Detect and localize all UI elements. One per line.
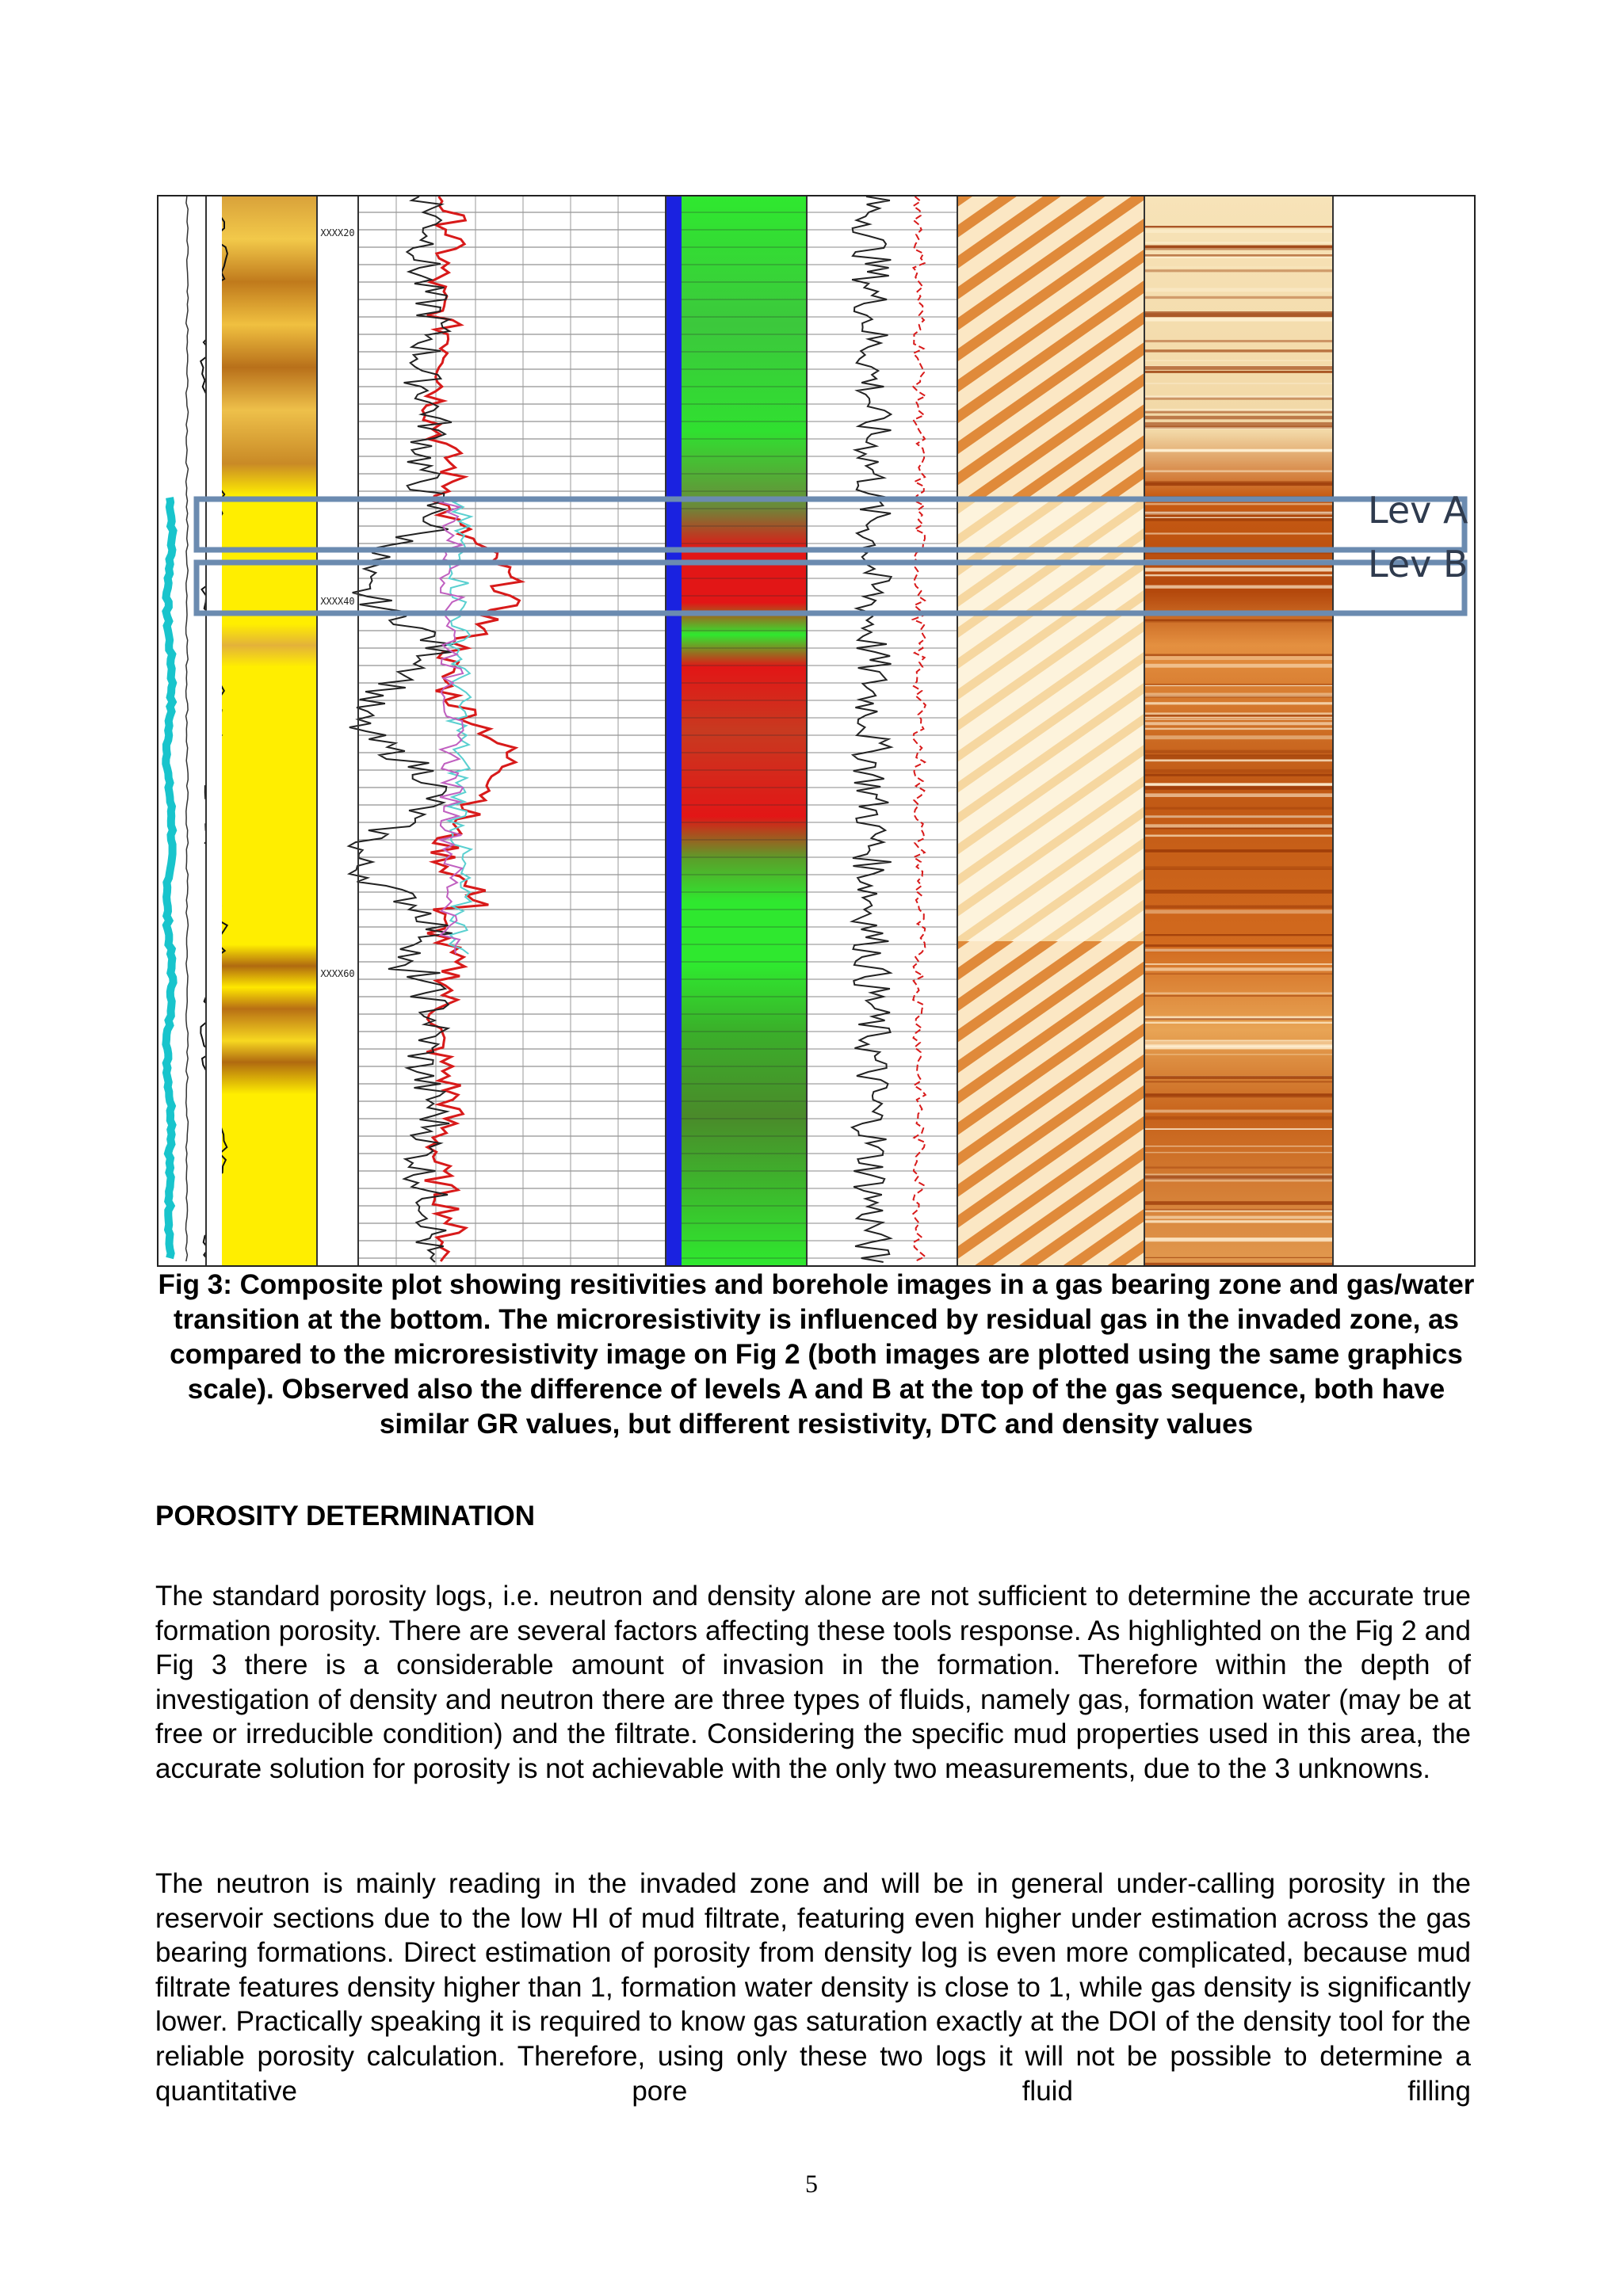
image-streak bbox=[1144, 503, 1333, 505]
image-streak bbox=[1144, 1040, 1333, 1042]
image-streak bbox=[1144, 288, 1333, 292]
image-streak bbox=[1144, 482, 1333, 484]
composite-log-plot bbox=[158, 196, 1474, 1265]
image-streak bbox=[1144, 422, 1333, 425]
image-streak bbox=[1144, 756, 1333, 760]
image-streak bbox=[1144, 360, 1333, 361]
image-streak bbox=[1144, 827, 1333, 829]
hatch-image-bottom bbox=[957, 941, 1144, 1265]
image-streak bbox=[1144, 715, 1333, 717]
image-streak bbox=[1144, 783, 1333, 786]
image-streak bbox=[1144, 754, 1333, 755]
image-streak bbox=[1144, 944, 1333, 947]
image-streak bbox=[1144, 1216, 1333, 1219]
image-streak bbox=[1144, 1238, 1333, 1239]
image-streak bbox=[1144, 824, 1333, 827]
image-streak bbox=[1144, 585, 1333, 589]
image-streak bbox=[1144, 349, 1333, 352]
image-streak bbox=[1144, 1054, 1333, 1055]
image-streak bbox=[1144, 656, 1333, 660]
resistivity-image-track bbox=[1144, 196, 1333, 1265]
image-streak bbox=[1144, 1220, 1333, 1222]
image-streak bbox=[1144, 1239, 1333, 1241]
image-streak bbox=[1144, 1116, 1333, 1119]
image-streak bbox=[1144, 760, 1333, 762]
color-track bbox=[682, 196, 807, 1265]
right-margin bbox=[1333, 196, 1474, 1265]
image-streak bbox=[1144, 1081, 1333, 1082]
image-streak bbox=[1144, 269, 1333, 272]
image-streak bbox=[1144, 816, 1333, 817]
image-streak bbox=[1144, 1022, 1333, 1024]
image-streak bbox=[1144, 1042, 1333, 1046]
image-streak bbox=[1144, 517, 1333, 518]
image-streak bbox=[1144, 1166, 1333, 1169]
depth-label: XXXX40 bbox=[320, 596, 355, 607]
image-streak bbox=[1144, 513, 1333, 515]
gr-track bbox=[206, 196, 317, 1265]
image-streak bbox=[1144, 296, 1333, 299]
level-label: Lev B bbox=[1368, 543, 1468, 585]
image-streak bbox=[1144, 794, 1333, 797]
image-streak bbox=[1144, 311, 1333, 314]
resistivity-track bbox=[358, 196, 666, 1265]
sonic-density-track bbox=[807, 196, 957, 1265]
image-streak bbox=[1144, 890, 1333, 894]
image-streak bbox=[1144, 712, 1333, 715]
image-streak bbox=[1144, 395, 1333, 398]
image-streak bbox=[1144, 774, 1333, 776]
image-streak bbox=[1144, 242, 1333, 243]
image-streak bbox=[1144, 1128, 1333, 1130]
image-streak bbox=[1144, 967, 1333, 971]
image-streak bbox=[1144, 1018, 1333, 1020]
depth-label: XXXX20 bbox=[320, 227, 355, 238]
image-streak bbox=[1144, 654, 1333, 656]
image-streak bbox=[1144, 735, 1333, 739]
image-streak bbox=[1144, 470, 1333, 472]
image-streak bbox=[1144, 574, 1333, 576]
image-streak bbox=[1144, 769, 1333, 773]
image-streak bbox=[1144, 906, 1333, 909]
image-streak bbox=[1144, 1211, 1333, 1212]
gr-left-margin bbox=[206, 196, 222, 1265]
image-streak bbox=[1144, 786, 1333, 790]
image-streak bbox=[1144, 314, 1333, 318]
image-streak bbox=[1144, 517, 1333, 521]
image-streak bbox=[1144, 1046, 1333, 1050]
image-streak bbox=[1144, 568, 1333, 572]
image-streak bbox=[1144, 620, 1333, 621]
image-streak bbox=[1144, 849, 1333, 852]
image-streak bbox=[1144, 702, 1333, 704]
image-streak bbox=[1144, 532, 1333, 534]
image-streak bbox=[1144, 340, 1333, 342]
image-streak bbox=[1144, 1076, 1333, 1079]
blue-track bbox=[666, 196, 682, 1265]
image-streak bbox=[1144, 1201, 1333, 1205]
image-streak bbox=[1144, 995, 1333, 996]
image-streak bbox=[1144, 230, 1333, 233]
image-streak bbox=[1144, 993, 1333, 995]
image-streak bbox=[1144, 226, 1333, 227]
composite-log-figure bbox=[157, 195, 1476, 1267]
image-streak bbox=[1144, 722, 1333, 725]
body-paragraph-2: The neutron is mainly reading in the invaded zone and will be in general under-calling porosity in the reservoir sections due to the low HI of mud filtrate, featuring even higher under estimation across the gas bearing formations. Direct estimation of porosity from density log is even more complicated, because mud filtrate features density higher than 1, formation water density is close to 1, while gas density is significantly lower. Practically speaking it is required to know gas saturation exactly at the DOI of the density tool for the reliable porosity calculation. Therefore, using only these two logs it will not be possible to determine a quantitative pore fluid filling bbox=[155, 1868, 1471, 2107]
image-streak bbox=[1144, 383, 1333, 384]
depth-track bbox=[317, 196, 358, 1265]
image-streak bbox=[1144, 254, 1333, 257]
image-streak bbox=[1144, 717, 1333, 719]
image-streak bbox=[1144, 416, 1333, 420]
image-streak bbox=[1144, 693, 1333, 697]
section-heading: POROSITY DETERMINATION bbox=[155, 1501, 536, 1531]
image-streak bbox=[1144, 1257, 1333, 1258]
image-streak bbox=[1144, 1093, 1333, 1096]
hatch-image-top bbox=[957, 196, 1144, 498]
image-streak bbox=[1144, 664, 1333, 668]
image-streak bbox=[1144, 366, 1333, 370]
image-streak bbox=[1144, 949, 1333, 952]
image-streak bbox=[1144, 685, 1333, 686]
image-streak bbox=[1144, 267, 1333, 268]
depth-label: XXXX60 bbox=[320, 968, 355, 979]
image-streak bbox=[1144, 427, 1333, 429]
image-streak bbox=[1144, 1177, 1333, 1180]
image-streak bbox=[1144, 246, 1333, 250]
image-streak bbox=[1144, 1041, 1333, 1042]
image-streak bbox=[1144, 835, 1333, 837]
image-streak bbox=[1144, 481, 1333, 482]
image-streak bbox=[1144, 409, 1333, 411]
image-streak bbox=[1144, 719, 1333, 720]
image-streak bbox=[1144, 371, 1333, 373]
image-streak bbox=[1144, 1263, 1333, 1265]
body-paragraph-1: The standard porosity logs, i.e. neutron and density alone are not sufficient to determine the accurate true formation porosity. There are several factors affecting these tools response. As highlighted on the Fig 2 and Fig 3 there is a considerable amount of invasion in the formation. Therefore within the depth of investigation of density and neutron there are three types of fluids, namely gas, formation water (may be at free or irreducible condition) and the filtrate. Considering the specific mud properties used in this area, the accurate solution for porosity is not achievable with the only two measurements, due to the 3 unknowns. bbox=[155, 1581, 1471, 1784]
image-streak bbox=[1144, 449, 1333, 452]
image-streak bbox=[1144, 910, 1333, 913]
image-streak bbox=[1144, 866, 1333, 869]
level-label: Lev A bbox=[1368, 489, 1468, 532]
image-streak bbox=[1144, 728, 1333, 730]
image-streak bbox=[1144, 1110, 1333, 1113]
image-streak bbox=[1144, 934, 1333, 936]
page-number: 5 bbox=[805, 2169, 818, 2198]
image-streak bbox=[1144, 750, 1333, 753]
image-streak bbox=[1144, 257, 1333, 258]
image-streak bbox=[1144, 318, 1333, 322]
figure-caption: Fig 3: Composite plot showing resitivities and borehole images in a gas bearing zone and gas/water transition at the bottom. The microresistivity is influenced by residual gas in the invaded zone, as compared to the microresistivity image on Fig 2 (both images are plotted using the same graphics scale). Observed also the difference of levels A and B at the top of the gas sequence, both have similar GR values, but different resistivity, DTC and density values bbox=[158, 1269, 1475, 1440]
image-streak bbox=[1144, 963, 1333, 965]
image-streak bbox=[1144, 807, 1333, 810]
image-streak bbox=[1144, 1209, 1333, 1211]
image-streak bbox=[1144, 1152, 1333, 1154]
